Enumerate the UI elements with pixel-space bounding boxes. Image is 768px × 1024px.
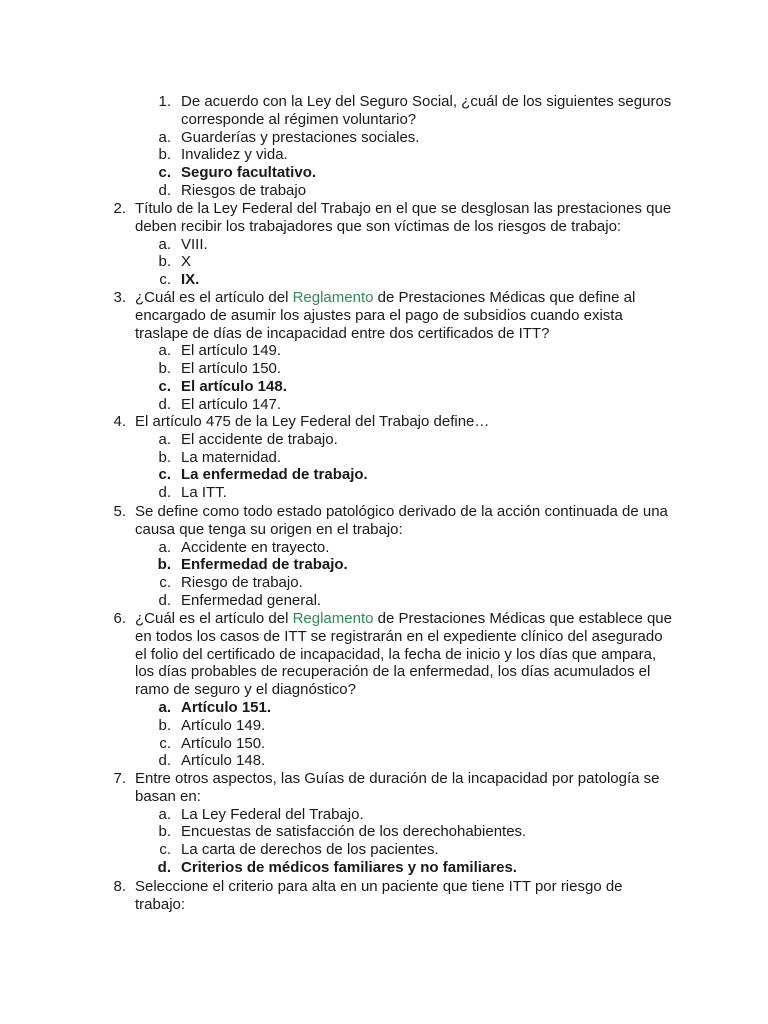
option-letter: c. [158,377,171,395]
option-b [0,823,768,841]
option-letter: b. [158,823,171,841]
question-text: trabajo: [135,895,186,913]
option-letter: a. [158,235,171,253]
option-text: El accidente de trabajo. [181,430,338,448]
option-a [0,129,768,147]
question-line [0,628,768,646]
option-b [0,449,768,467]
option-letter: d. [158,181,171,199]
option-c-correct [0,466,768,484]
option-letter: c. [159,271,171,289]
option-d [0,182,768,200]
question-1 [0,93,768,200]
option-d [0,396,768,414]
option-letter: c. [159,841,171,859]
question-number: 1. [158,93,171,110]
option-letter: c. [158,466,171,484]
option-c [0,735,768,753]
question-text: traslape de días de incapacidad entre dos certificados de ITT? [135,324,550,342]
question-line [0,413,768,431]
question-text: De acuerdo con la Ley del Seguro Social, ¿cuál de los siguientes seguros [181,93,672,110]
option-a [0,806,768,824]
option-text: El artículo 149. [181,342,282,360]
question-text: encargado de asumir los ajustes para el pago de subsidios cuando exista [135,306,623,324]
question-text: deben recibir los trabajadores que son víctimas de los riesgos de trabajo: [135,217,622,235]
question-2 [0,200,768,289]
option-text: IX. [181,271,200,289]
option-text: El artículo 148. [181,377,287,395]
question-line [0,770,768,788]
question-line [0,503,768,521]
option-letter: d. [158,395,171,413]
option-letter: c. [159,734,171,752]
option-c-correct [0,164,768,182]
question-number: 5. [113,503,126,520]
option-letter: c. [159,574,171,592]
option-b [0,360,768,378]
question-text: Se define como todo estado patológico derivado de la acción continuada de una [135,503,668,520]
question-line [0,663,768,681]
question-number: 4. [113,413,126,430]
option-text: La enfermedad de trabajo. [181,466,368,484]
question-text: en todos los casos de ITT se registrarán en el expediente clínico del asegurado [135,627,663,645]
question-text: el folio del certificado de incapacidad, la fecha de inicio y los días que ampara, [135,645,657,663]
option-text: X [181,253,192,271]
option-letter: a. [158,430,171,448]
option-text: Guarderías y prestaciones sociales. [181,128,420,146]
option-letter: b. [158,448,171,466]
option-d [0,752,768,770]
option-letter: a. [158,805,171,823]
option-text: Criterios de médicos familiares y no familiares. [181,858,517,876]
option-c [0,574,768,592]
option-a [0,342,768,360]
question-line [0,289,768,307]
option-text: Enfermedad de trabajo. [181,556,348,574]
option-a [0,236,768,254]
question-number: 8. [113,878,126,895]
question-text: causa que tenga su origen en el trabajo: [135,520,403,538]
option-b [0,253,768,271]
option-text: Riesgo de trabajo. [181,574,303,592]
question-text: Entre otros aspectos, las Guías de duración de la incapacidad por patología se [135,770,660,787]
question-text: El artículo 475 de la Ley Federal del Trabajo define… [135,413,490,430]
reglamento-link[interactable]: Reglamento [292,289,374,306]
question-text: ¿Cuál es el artículo del Reglamento de Prestaciones Médicas que establece que [135,610,672,627]
question-7 [0,770,768,877]
option-letter: b. [158,253,171,271]
question-number: 2. [113,200,126,217]
option-letter: d. [158,484,171,502]
question-3 [0,289,768,414]
question-4 [0,413,768,502]
option-letter: b. [158,146,171,164]
question-number: 6. [113,610,126,627]
option-d-correct [0,859,768,877]
reglamento-link[interactable]: Reglamento [292,610,374,627]
option-letter: a. [158,538,171,556]
option-text: La ITT. [181,484,227,502]
question-6 [0,610,768,770]
option-text: Encuestas de satisfacción de los derechohabientes. [181,823,527,841]
option-c [0,841,768,859]
option-letter: c. [158,164,171,182]
option-text: El artículo 147. [181,395,282,413]
question-line [0,610,768,628]
question-line [0,788,768,806]
question-line [0,111,768,129]
question-5 [0,503,768,610]
question-line [0,896,768,914]
option-c-correct [0,271,768,289]
option-b [0,717,768,735]
question-line [0,325,768,343]
option-letter: d. [157,858,171,876]
question-text: los días probables de recuperación de la enfermedad, los días acumulados el [135,663,651,681]
option-letter: b. [158,716,171,734]
question-line [0,218,768,236]
option-letter: a. [158,342,171,360]
option-b [0,146,768,164]
question-line [0,521,768,539]
question-line [0,878,768,896]
option-text: Enfermedad general. [181,591,322,609]
option-text: Riesgos de trabajo [181,181,307,199]
option-text: La maternidad. [181,448,282,466]
option-letter: d. [158,591,171,609]
option-text: Invalidez y vida. [181,146,288,164]
option-d [0,484,768,502]
option-text: El artículo 150. [181,360,282,378]
question-line [0,681,768,699]
option-a-correct [0,699,768,717]
option-text: Artículo 150. [181,734,266,752]
option-text: Artículo 148. [181,752,266,770]
option-letter: a. [158,698,171,716]
question-8 [0,878,768,914]
option-text: La carta de derechos de los pacientes. [181,841,439,859]
question-line [0,93,768,111]
question-line [0,200,768,218]
question-text: Título de la Ley Federal del Trabajo en el que se desglosan las prestaciones que [135,200,672,217]
question-text: basan en: [135,787,201,805]
option-letter: b. [157,556,171,574]
option-a [0,539,768,557]
question-text: ¿Cuál es el artículo del Reglamento de Prestaciones Médicas que define al [135,289,636,306]
question-line [0,307,768,325]
question-text: corresponde al régimen voluntario? [181,110,417,128]
option-text: Artículo 151. [181,698,272,716]
option-text: Accidente en trayecto. [181,538,330,556]
question-text: ramo de seguro y el diagnóstico? [135,681,356,699]
option-text: VIII. [181,235,208,253]
option-b-correct [0,556,768,574]
option-letter: d. [158,752,171,770]
option-a [0,431,768,449]
question-number: 3. [113,289,126,306]
option-text: La Ley Federal del Trabajo. [181,805,364,823]
option-letter: a. [158,128,171,146]
option-text: Artículo 149. [181,716,266,734]
option-d [0,592,768,610]
question-number: 7. [113,770,126,787]
option-text: Seguro facultativo. [181,164,317,182]
question-text: Seleccione el criterio para alta en un paciente que tiene ITT por riesgo de [135,878,623,895]
question-line [0,646,768,664]
option-c-correct [0,378,768,396]
option-letter: b. [158,360,171,378]
